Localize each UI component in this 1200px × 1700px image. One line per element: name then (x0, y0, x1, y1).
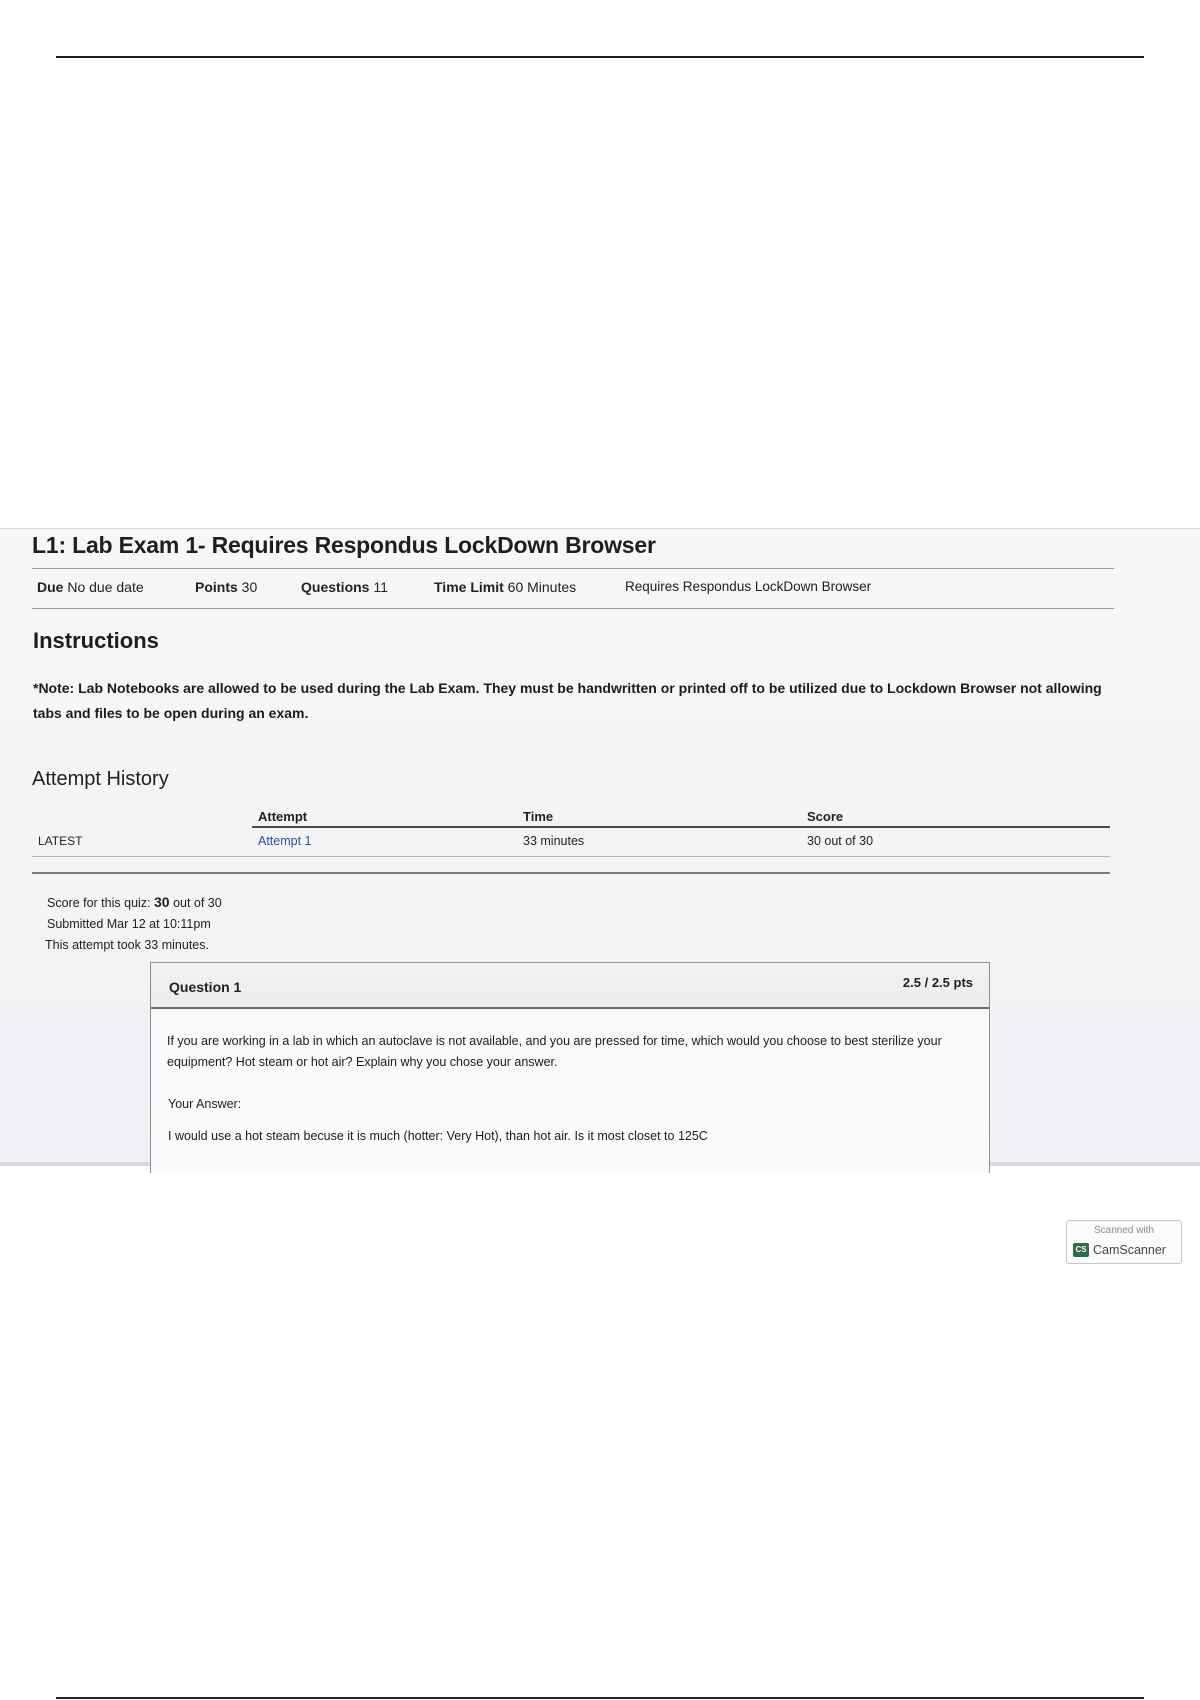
camscanner-logo-icon: CS (1073, 1243, 1089, 1257)
submitted-line: Submitted Mar 12 at 10:11pm (47, 917, 211, 931)
latest-tag: LATEST (38, 834, 83, 848)
instructions-note: *Note: Lab Notebooks are allowed to be used during the Lab Exam. They must be handwritten or printed off to be utilized due to Lockdown Browser not allowing tabs and files to be open during an exam. (33, 680, 1102, 721)
answer-text: I would use a hot steam becuse it is much (hotter: Very Hot), than hot air. Is it most closet to 125C (168, 1129, 708, 1143)
question-title: Question 1 (169, 979, 242, 995)
column-header-time: Time (523, 809, 554, 824)
lockdown-requirement: Requires Respondus LockDown Browser (625, 579, 872, 594)
question-prompt: If you are working in a lab in which an autoclave is not available, and you are pressed for time, which would you choose to best sterilize your equipment? Hot steam or hot air? Explain why you chose your answer. (167, 1034, 942, 1069)
answer-label: Your Answer: (168, 1097, 242, 1111)
instructions-heading: Instructions (33, 628, 159, 653)
page-bottom-rule (56, 1697, 1144, 1699)
attempt-link[interactable]: Attempt 1 (258, 834, 312, 848)
watermark-brand: CamScanner (1093, 1243, 1166, 1257)
score-line: Score for this quiz: 30 out of 30 (47, 894, 222, 910)
time-limit-detail: Time Limit 60 Minutes (434, 579, 577, 595)
due-detail: Due No due date (37, 579, 144, 595)
divider (32, 872, 1110, 874)
duration-line: This attempt took 33 minutes. (45, 938, 209, 952)
attempt-score: 30 out of 30 (807, 834, 874, 848)
question-header (151, 963, 989, 1009)
score-value: 30 (154, 894, 170, 910)
column-header-attempt: Attempt (258, 809, 308, 824)
camscanner-watermark (1066, 1220, 1182, 1264)
page-title: L1: Lab Exam 1- Requires Respondus LockDown Browser (32, 532, 656, 558)
question-points: 2.5 / 2.5 pts (902, 975, 973, 990)
divider (32, 608, 1114, 609)
watermark-line: Scanned with (1093, 1225, 1155, 1236)
questions-detail: Questions 11 (301, 579, 388, 595)
page-top-rule (56, 56, 1144, 58)
attempt-time: 33 minutes (523, 834, 585, 848)
divider (32, 856, 1110, 857)
attempt-history-heading: Attempt History (32, 768, 169, 790)
divider (32, 568, 1114, 569)
question-card (150, 962, 990, 1173)
column-header-score: Score (807, 809, 844, 824)
points-detail: Points 30 (195, 579, 258, 595)
quiz-summary (47, 892, 222, 956)
table-header-rule (252, 826, 1110, 828)
